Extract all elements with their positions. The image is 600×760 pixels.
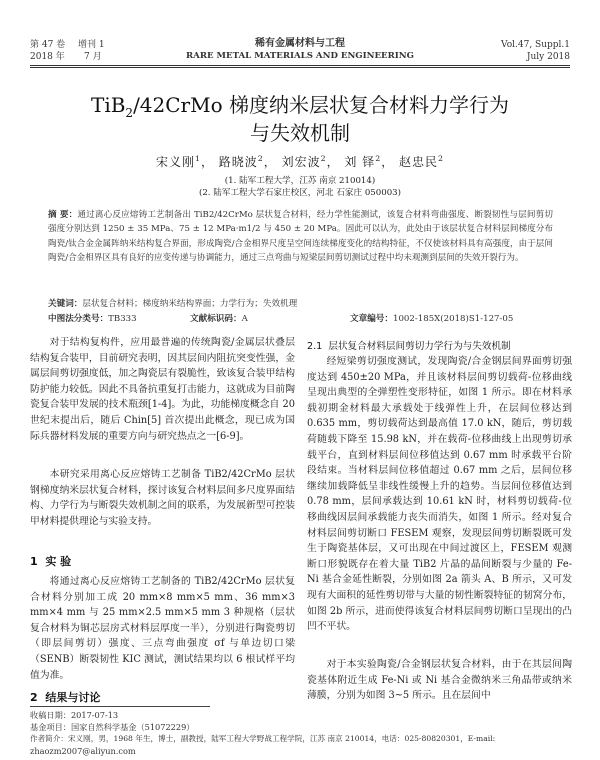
affiliation-1: (1. 陆军工程大学，江苏 南京 210014): [224, 176, 376, 186]
author-list: 宋义刚$^1$， 路晓波$^2$， 刘宏波$^2$， 刘 铎$^2$， 赵忠民$^2$: [155, 154, 445, 169]
keywords-label: 关键词：: [48, 299, 83, 309]
abstract-text: 通过离心反应熔铸工艺制备出 TiB2/42CrMo 层状复合材料，经力学性能测试，该复合材料弯曲强度、断裂韧性与层间剪切强度分别达到 1250 ± 35 MPa、75 ± 12 MPa·m1/2 与 450 ± 20 MPa。固此可以认为，此处由于该层状复合材料层间梯度分布陶瓷/钛合金金属阵纳米结构复合界面，形成陶瓷/合金相界尺度呈空间连续梯度变化的结构特征，不仅使该材料具有高强度，由于层间陶瓷/合金相界区具有良好的应变传递与协调能力，通过三点弯曲与短梁层间剪切测试过程中均未观测到层间的失效开裂行为。: [48, 210, 553, 263]
intro-paragraph-2: 本研究采用离心反应熔铸工艺制备 TiB2/42CrMo 层状钢梯度纳米层状复合材料，探讨该复合材料层间多尺度界面结构、力学行为与断裂失效机制之间的联系，为发展新型可控装甲材料提供理论与实验支持。: [30, 469, 295, 527]
author: 刘宏波: [281, 155, 321, 169]
section-2-heading: 2 结果与讨论: [30, 691, 101, 704]
interface-paragraph: 对于本实验陶瓷/合金钢层状复合材料，由于在其层间陶瓷基体附近生成 Fe-Ni 或 Ni 基合金微纳米三角晶带或纳米薄膜，分别为如图 3~5 所示。且在层间中: [307, 659, 572, 702]
footnote-email: zhaozm2007@aliyun.com: [30, 746, 136, 756]
header-rule-double: [30, 67, 570, 68]
footnote-bio: 作者简介：宋义刚，男，1968 年生，博士，副教授，陆军工程大学野战工程学院，江苏 南京 210014，电话：025-80820301，E-mail:: [30, 734, 496, 743]
abstract: [48, 208, 553, 265]
header-month-cn: 7 月: [84, 52, 102, 62]
author: 赵忠民: [399, 155, 439, 169]
header-year-cn: 2018 年: [30, 52, 65, 62]
keywords-text: 层状复合材料；梯度纳米结构界面；力学行为；失效机理: [82, 299, 298, 309]
header-rule: [30, 65, 570, 66]
abstract-label: 摘 要：: [48, 210, 78, 220]
footnote-rule: [30, 706, 210, 707]
classification-clc: 中图法分类号：TB333: [48, 314, 137, 324]
shear-behavior-paragraph: 经短梁剪切强度测试，发现陶瓷/合金钢层间界面剪切强度达到 450±20 MPa，并且该材料层间剪切载荷-位移曲线呈现出典型的全弹塑性变形特征，如图 1 所示。即在材料承载初期金材料最大承载处于线弹性上升，在层间位移达到 0.635 mm，剪切载荷达到最高值 17.0 kN，随后，剪切载荷随载下降至 15.98 kN，并在载荷-位移曲线上出现剪切承载平台，直到材料层间位移值达到 0.67 mm 时承载平台阶段结束。当材料层间位移值超过 0.67 mm 之后，层间位移继续加载降低呈非线性缓慢上升的趋势。当层间位移值达到 0.78 mm，层间承载达到 10.61 kN 时，材料剪切载荷-位移曲线因层间承载能力丧失而消失，如图 1 所示。经对复合材料层间剪切断口 FESEM 观察，发现层间剪切断裂既可发生于陶瓷基体层，又可出现在中间过渡区上，FESEM 观测断口形貌既存在着大量 TiB2 片晶的晶间断裂与少量的 Fe-Ni 基合金延性断裂，分别如图 2a 箭头 A、B 所示，又可发现有大面积的延性剪切带与大量的韧性断裂特征的韧窝分布，如图 2b 所示，进而使得该复合材料层间剪切断口呈现出的凸凹不平状。: [307, 356, 572, 633]
header-date-en: July 2018: [526, 52, 570, 62]
section-1-heading: 1 实 验: [30, 555, 72, 568]
classification-doc: 文献标识码：A: [190, 314, 248, 324]
intro-paragraph-1: 对于结构复构件，应用最普遍的传统陶瓷/金属层状叠层结构复合装甲，目前研究表明，因其层间内阻抗突变性强，金属层间剪切强度低，加之陶瓷层有裂脆性，致该复合装甲结构防护能力较低。因此不具备抗重复打击能力，这就成为目前陶瓷复合装甲发展的技术瓶颈[1-4]。为此，功能梯度概念自 20 世纪末提出后，随后 Chin[5] 首次提出此概念，现已成为国际兵器材料发展的重要方向与研究热点之一[6-9]。: [30, 337, 295, 442]
header-journal-en: RARE METAL MATERIALS AND ENGINEERING: [186, 51, 414, 61]
footnote-received: 收稿日期：2017-07-13: [30, 710, 119, 720]
classification-article: 文章编号：1002-185X(2018)S1-127-05: [350, 314, 514, 324]
author: 路晓波: [218, 155, 258, 169]
affiliation-2: (2. 陆军工程大学石家庄校区，河北 石家庄 050003): [198, 188, 401, 198]
header-journal-cn: 稀有金属材料与工程: [255, 38, 345, 49]
subsection-2-1-heading: 2.1 层状复合材料层间剪切力学行为与失效机制: [307, 341, 511, 352]
experiment-paragraph: 将通过离心反应熔铸工艺制备的 TiB2/42CrMo 层状复合材料分别加工成 20 mm×8 mm×5 mm、36 mm×3 mm×4 mm 与 25 mm×2.5 mm×5 mm 3 种规格（层状复合材料为铜芯层房式材料层厚度一半），分别进行陶瓷剪切（即层间剪切）强度、三点弯曲强度 σf 与单边切口梁（SENB）断裂韧性 KIC 测试，测试结果均以 6 根试样平均值为准。: [30, 576, 295, 681]
header-issue-cn: 增刊 1: [78, 40, 105, 50]
footnote-fund: 基金项目：国家自然科学基金（51072229）: [30, 722, 195, 732]
paper-title-line-2: 与失效机制: [250, 121, 350, 145]
author: 宋义刚: [155, 155, 195, 169]
author: 刘 铎: [344, 155, 376, 169]
header-volume-cn: 第 47 卷: [30, 40, 66, 50]
paper-title-line-1: TiB$_2$/42CrMo 梯度纳米层状复合材料力学行为: [90, 93, 509, 120]
header-volume-en: Vol.47, Suppl.1: [501, 40, 570, 50]
keywords: [48, 297, 553, 311]
